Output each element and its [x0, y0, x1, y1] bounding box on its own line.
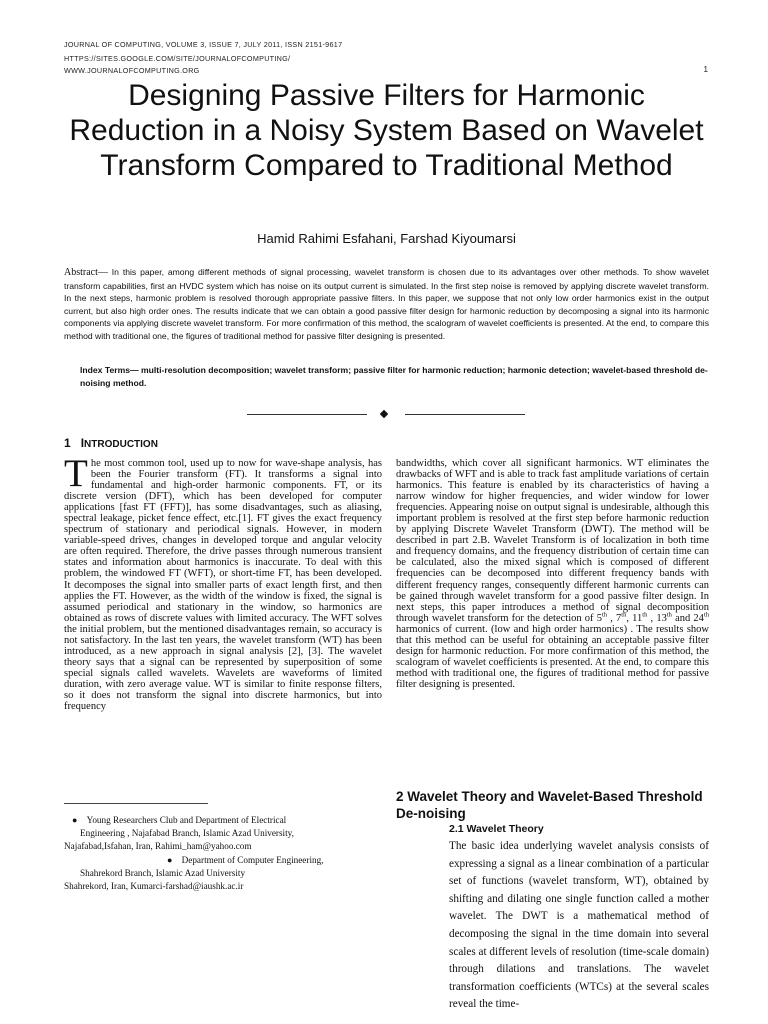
superscript-5: th: [601, 611, 608, 619]
footnote-2: [64, 854, 382, 894]
wavelet-theory-text: The basic idea underlying wavelet analysis consists of expressing a signal as a linear combination of a particular set of functions (wavelet transform, WT), obtained by shifting and dilating one single function called a mother wavelet. The DWT is a mathematical method of decomposing the signal in the time domain into several scales at different levels of resolution (time-scale domain) through dilations and translations. The wavelet transformation coefficients (WTCs) at the several scales reveal the time-: [449, 840, 709, 1011]
footnote-1-line-1: [64, 814, 382, 827]
footnote-rule: [64, 803, 208, 804]
paper-title: Designing Passive Filters for Harmonic Reduction in a Noisy System Based on Wavelet Transform Compared to Traditional Method: [69, 79, 704, 182]
superscript-7: th: [621, 611, 627, 619]
drop-cap: T: [64, 452, 88, 495]
superscript-11: th: [642, 611, 648, 619]
superscript-24: th: [703, 611, 709, 619]
section-1-number: 1: [64, 436, 71, 450]
section-1-initial: I: [80, 436, 85, 450]
section-2-heading: 2 Wavelet Theory and Wavelet-Based Threshold De-noising: [396, 789, 703, 821]
bullet-icon: ●: [167, 854, 173, 865]
index-terms: Index Terms— multi-resolution decomposition; wavelet transform; passive filter for harmonic reduction; harmonic detection; wavelet-based threshold de-noising method.: [80, 365, 708, 388]
section-1-title-rest: NTRODUCTION: [84, 439, 158, 450]
footnote-1-line-3: Najafabad,Isfahan, Iran, Rahimi_ham@yahoo.com: [64, 841, 252, 852]
paper-authors: Hamid Rahimi Esfahani, Farshad Kiyoumarsi: [257, 231, 516, 246]
section-divider: [247, 409, 525, 421]
harmonic-separator-24: and 24: [671, 612, 704, 624]
introduction-left-column: [64, 452, 382, 713]
diamond-icon: [380, 410, 388, 418]
journal-header-line: JOURNAL OF COMPUTING, VOLUME 3, ISSUE 7, JULY 2011, ISSN 2151-9617: [64, 40, 343, 49]
journal-url-line[interactable]: HTTPS://SITES.GOOGLE.COM/SITE/JOURNALOFCOMPUTING/: [64, 54, 291, 63]
footnote-1: [64, 814, 382, 854]
harmonic-separator-7: , 7: [607, 612, 622, 624]
journal-website-line[interactable]: WWW.JOURNALOFCOMPUTING.ORG: [64, 66, 200, 75]
section-1-heading: [64, 436, 158, 450]
footnote-2-affiliation: Department of Computer Engineering,: [181, 854, 324, 865]
divider-rule-left: [247, 414, 367, 415]
subsection-2-1-heading: 2.1 Wavelet Theory: [449, 823, 544, 835]
bullet-icon: ●: [72, 815, 78, 825]
superscript-13: th: [666, 611, 672, 619]
abstract-text: In this paper, among different methods of signal processing, wavelet transform is chosen due to its advantages over other methods. To show wavelet transform capabilities, first an HVDC system which has noise on its output current is simulated. In the first step noise is removed by applying discrete wavelet transform. In the next steps, harmonic problem is resolved thorough appropriate passive filters. In this paper, we suppose that not only low order harmonics exist in the output current, but also high order ones. The results indicate that we can obtain a good passive filter design for harmonic reduction by decomposing a signal into its harmonic components via applying discrete wavelet transform. For more confirmation of this method, the scalogram of wavelet coefficients is presented. At the end, to compare this method with traditional one, the figures of traditional method for passive filter designing is presented.: [64, 267, 709, 341]
introduction-right-text: bandwidths, which cover all significant harmonics. WT eliminates the drawbacks of WFT and is able to track fast amplitude variations of certain harmonics. This feature is enabled by its characteristics of having a narrow window for higher frequencies, and wider window for lower frequencies. Appearing noise on output signal is undesirable, although this important problem is resolved at the first step before harmonic reduction by applying Discrete Wavelet Transform (DWT). The method will be described in part 2.B. Wavelet Transform is of localization in both time and frequency domains, and the frequency distribution of certain time can be calculated, also the mixed signal which is composed of different frequencies can be decomposed into different frequency bands with different frequency ranges, consequently different harmonic currents can be gained through wavelet transform for a good passive filter design. In next steps, this paper introduces a method of signal decomposition through wavelet transform for the detection of 5: [396, 458, 709, 624]
author-footnotes: [64, 814, 382, 893]
footnote-2-line-3: Shahrekord, Iran, Kumarci-farshad@iaushk.ac.ir: [64, 881, 244, 892]
footnote-2-line-1: [64, 854, 382, 867]
introduction-right-text-end: harmonics of current. (low and high order harmonics) . The results show that this method can be useful for obtaining an acceptable passive filter design for harmonic reduction. For more confirmation of this method, the scalogram of wavelet coefficients is presented. At the end, to compare this method with traditional one, the figures of traditional method for passive filter designing is presented.: [396, 623, 709, 690]
footnote-2-line-2: Shahrekord Branch, Islamic Azad University: [80, 867, 246, 878]
page-number: 1: [703, 65, 708, 74]
introduction-right-column: [396, 458, 709, 690]
divider-rule-right: [405, 414, 525, 415]
introduction-left-text: he most common tool, used up to now for wave-shape analysis, has been the Fourier transform (FT). It transforms a signal into fundamental and high-order harmonic components. FT, or its discrete version (DFT), which has been developed for computer applications [fast FT (FFT)], has some disadvantages, such as aliasing, spectral leakage, picket fence effect, etc.[1]. FT gives the exact frequency spectrum of stationary and periodical signals. However, in modern variable-speed drives, changes in developed torque and angular velocity are often required. Therefore, the drive passes through numerous transient states and information about harmonics is inaccurate. To deal with this problem, the windowed FT (WFT), or short-time FT, has been developed. It decomposes the signal into smaller parts of exact length first, and then applies the FT. However, as the width of the window is fixed, the signal is assumed periodical and stationary in the window, so harmonics are obtained as rows of discrete values with limited accuracy. The WFT solves the initial problem, but the mentioned disadvantages remain, so accuracy is not satisfactory. In the last ten years, the wavelet transform (WT) has been introduced, as a new approach in signal analysis [2], [3]. The wavelet theory says that a signal can be represented by superposition of some special signals called wavelets. Wavelets are waveforms of limited duration, with zero average value. WT is similar to finite response filters, so it does not transform the signal into discrete harmonics, but into frequency: [64, 458, 382, 713]
abstract-label: Abstract—: [64, 267, 108, 278]
harmonic-separator-11: , 11: [626, 612, 643, 624]
footnote-1-affiliation: Young Researchers Club and Department of Electrical: [86, 815, 287, 825]
footnote-1-line-2: Engineering , Najafabad Branch, Islamic Azad University,: [80, 828, 294, 839]
harmonic-separator-13: , 13: [647, 612, 667, 624]
abstract: [64, 266, 709, 343]
